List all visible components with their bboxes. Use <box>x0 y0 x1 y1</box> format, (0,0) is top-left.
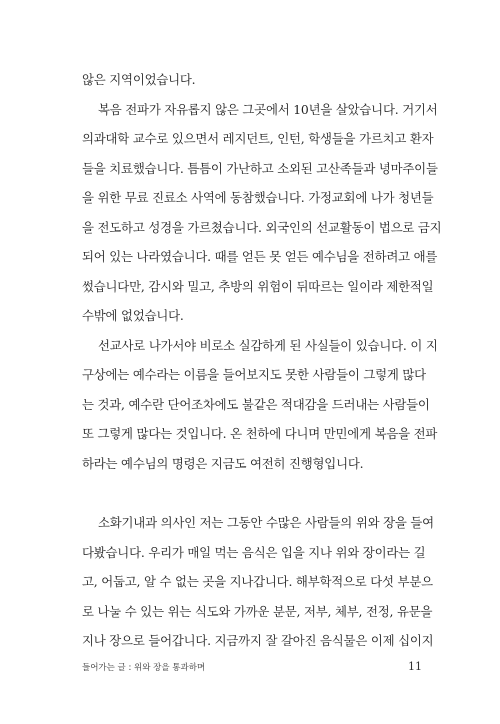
text-line: 수밖에 없었습니다. <box>82 308 184 323</box>
text-line: 썼습니다만, 감시와 밀고, 추방의 위험이 뒤따르는 일이라 제한적일 <box>82 278 434 294</box>
text-line: 구상에는 예수라는 이름을 들어보지도 못한 사람들이 그렇게 많다 <box>82 367 426 382</box>
text-line: 복음 전파가 자유롭지 않은 그곳에서 10년을 살았습니다. 거기서 <box>98 101 438 117</box>
text-line: 선교사로 나가서야 비로소 실감하게 된 사실들이 있습니다. 이 지 <box>98 337 438 353</box>
text-line: 는 것과, 예수란 단어조차에도 불같은 적대감을 드러내는 사람들이 <box>82 396 430 412</box>
text-line: 소화기내과 의사인 저는 그동안 수많은 사람들의 위와 장을 들여 <box>98 515 434 530</box>
text-line: 되어 있는 나라였습니다. 때를 얻든 못 얻든 예수님을 전하려고 애를 <box>82 249 438 264</box>
text-line: 을 전도하고 성경을 가르쳤습니다. 외국인의 선교활동이 법으로 금지 <box>82 219 442 235</box>
text-line: 고, 어둡고, 알 수 없는 곳을 지나갑니다. 해부학적으로 다섯 부분으 <box>82 574 433 589</box>
text-line: 또 그렇게 많다는 것입니다. 온 천하에 다니며 만민에게 복음을 전파 <box>82 426 438 441</box>
paragraph-3 <box>82 331 438 479</box>
page-footer <box>82 660 422 678</box>
text-line: 않은 지역이었습니다. <box>82 72 196 87</box>
text-line: 을 위한 무료 진료소 사역에 동참했습니다. 가정교회에 나가 청년들 <box>82 190 434 205</box>
body-text <box>82 65 442 656</box>
paragraph-2 <box>82 95 442 331</box>
section-break <box>82 478 422 508</box>
text-line: 지나 장으로 들어갑니다. 지금까지 잘 갈아진 음식물은 이제 십이지 <box>82 633 434 648</box>
text-line: 하라는 예수님의 명령은 지금도 여전히 진행형입니다. <box>82 455 364 471</box>
running-head: 들어가는 글 : 위와 장을 통과하며 <box>82 663 206 673</box>
text-line: 로 나눌 수 있는 위는 식도와 가까운 분문, 저부, 체부, 전정, 유문을 <box>82 603 433 619</box>
paragraph-1 <box>82 65 422 95</box>
text-line: 의과대학 교수로 있으면서 레지던트, 인턴, 학생들을 가르치고 환자 <box>82 131 434 146</box>
paragraph-4 <box>82 508 434 656</box>
text-line: 다봤습니다. 우리가 매일 먹는 음식은 입을 지나 위와 장이라는 길 <box>82 544 426 560</box>
page-number: 11 <box>408 660 422 673</box>
text-line: 들을 치료했습니다. 틈틈이 가난하고 소외된 고산족들과 녕마주이들 <box>82 160 438 176</box>
